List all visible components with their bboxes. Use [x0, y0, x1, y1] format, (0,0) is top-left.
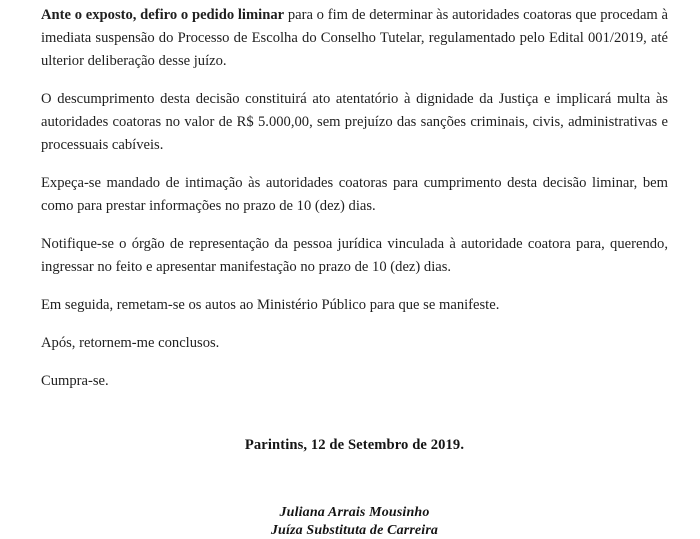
signature-space [41, 456, 668, 504]
paragraph-summons: Expeça-se mandado de intimação às autoridades coatoras para cumprimento desta decisão liminar, bem como para prestar informações no prazo de 10 (dez) dias. [41, 172, 668, 218]
signature-block [41, 435, 668, 539]
ruling-remainder: para o fim de determinar às autoridades coatoras que procedam à imediata suspensão do Processo de Escolha do Conselho Tutelar, regulamentado pelo Edital 001/2019, até ulterior deliberação desse juízo. [41, 7, 668, 69]
signature-place-date: Parintins, 12 de Setembro de 2019. [41, 435, 668, 456]
paragraph-penalty: O descumprimento desta decisão constituirá ato atentatório à dignidade da Justiça e implicará multa às autoridades coatoras no valor de R$ 5.000,00, sem prejuízo das sanções criminais, civis, administrativas e processuais cabíveis. [41, 88, 668, 157]
paragraph-return: Após, retornem-me conclusos. [41, 332, 668, 355]
signature-name: Juliana Arrais Mousinho [41, 504, 668, 522]
paragraph-notification: Notifique-se o órgão de representação da pessoa jurídica vinculada à autoridade coatora para, querendo, ingressar no feito e apresentar manifestação no prazo de 10 (dez) dias. [41, 233, 668, 279]
paragraph-prosecutor: Em seguida, remetam-se os autos ao Ministério Público para que se manifeste. [41, 294, 668, 317]
paragraph-ruling [41, 4, 668, 73]
paragraph-comply: Cumpra-se. [41, 370, 668, 393]
document-body [41, 4, 668, 539]
signature-title: Juíza Substituta de Carreira [41, 522, 668, 539]
ruling-emphasis: Ante o exposto, defiro o pedido liminar [41, 7, 284, 23]
